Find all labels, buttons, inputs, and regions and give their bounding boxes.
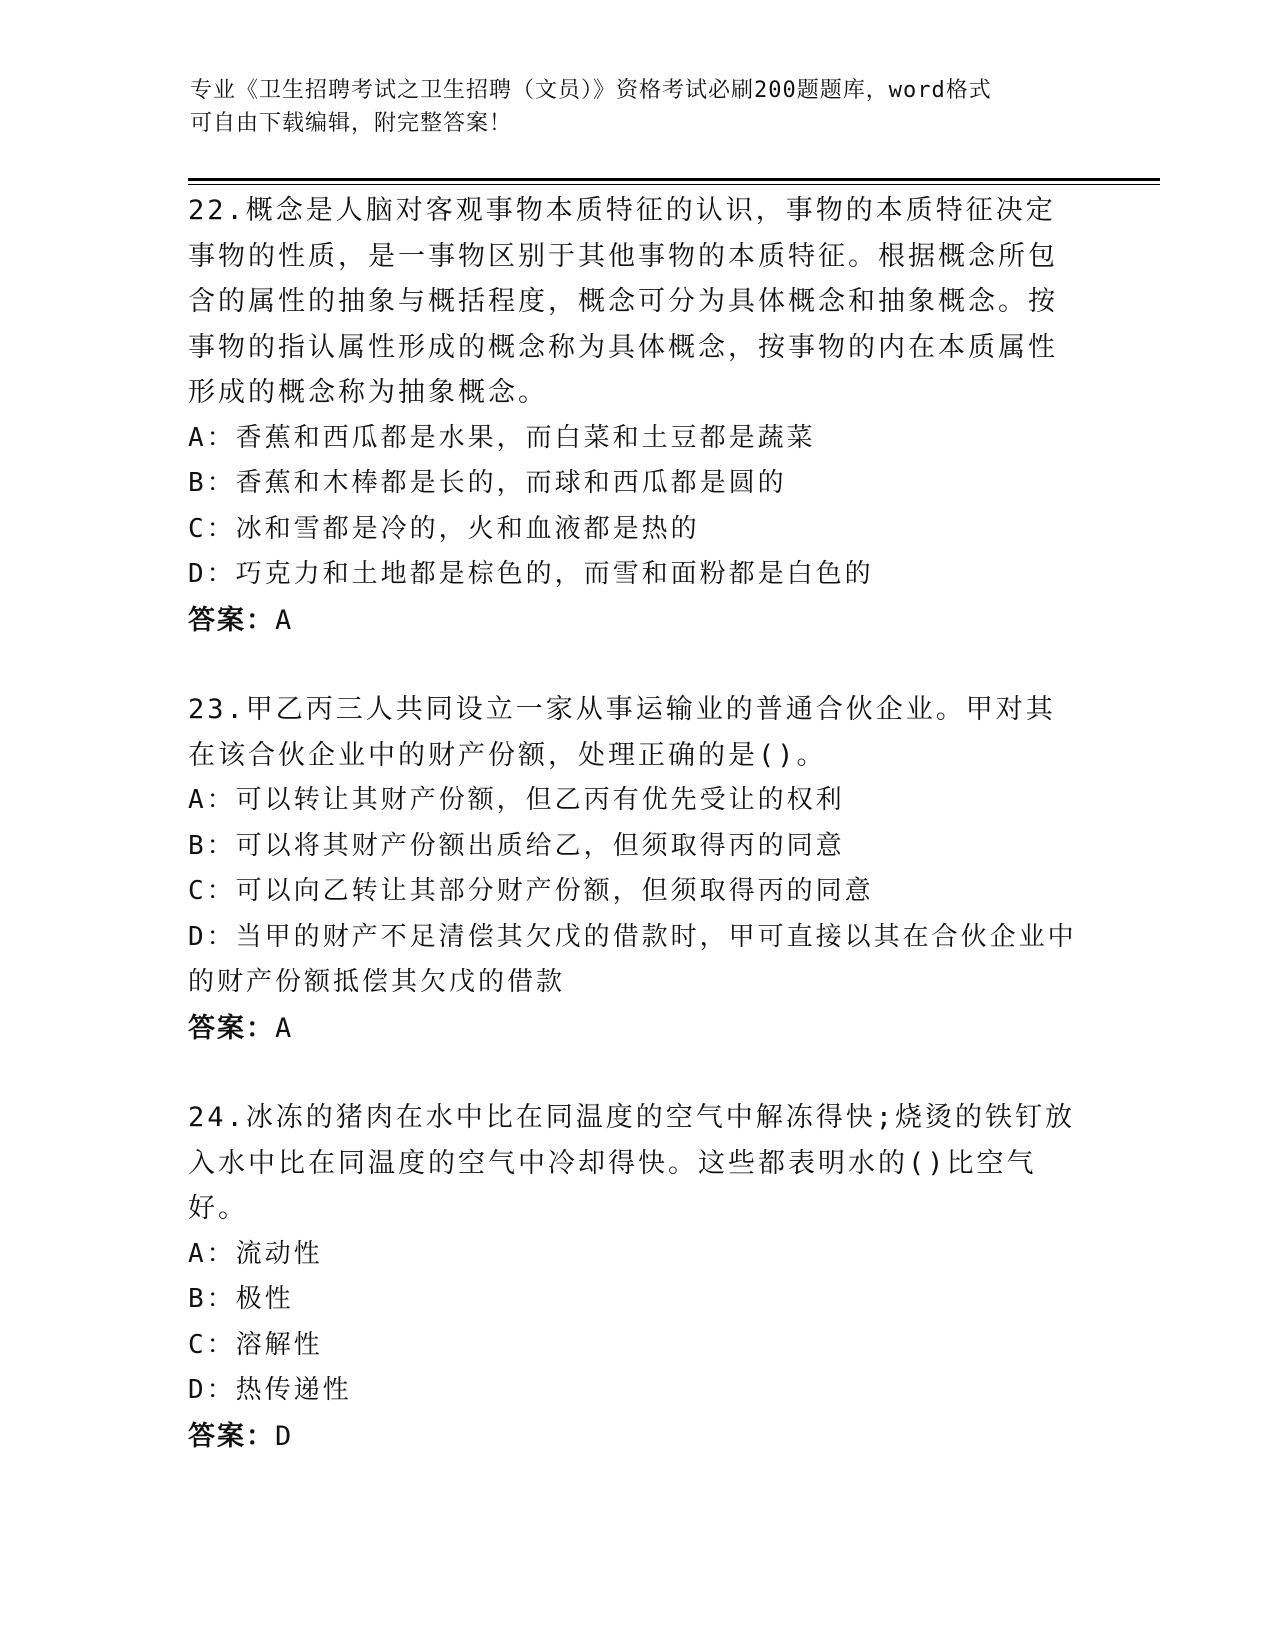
answer-line [188, 1414, 1078, 1460]
question-list [188, 188, 1078, 1503]
option-d: D：当甲的财产不足清偿其欠戊的借款时，甲可直接以其在合伙企业中的财产份额抵偿其欠戊的借款 [188, 921, 1077, 997]
question-text: 22.概念是人脑对客观事物本质特征的认识，事物的本质特征决定事物的性质，是一事物区别于其他事物的本质特征。根据概念所包含的属性的抽象与概括程度，概念可分为具体概念和抽象概念。按事物的指认属性形成的概念称为具体概念，按事物的内在本质属性形成的概念称为抽象概念。 [188, 195, 1058, 408]
header-line-1: 专业《卫生招聘考试之卫生招聘（文员）》资格考试必刷200题题库，word格式 [190, 78, 992, 103]
option-list [188, 1232, 1078, 1414]
option-c: C：溶解性 [188, 1329, 323, 1360]
answer-value: D [275, 1420, 294, 1452]
option-d: D：热传递性 [188, 1375, 352, 1405]
option-b: B：极性 [188, 1284, 294, 1314]
answer-line [188, 598, 1078, 644]
header-line-2: 可自由下载编辑，附完整答案！ [190, 111, 513, 136]
question-22 [188, 188, 1078, 643]
answer-label: 答案： [188, 604, 275, 636]
option-list [188, 778, 1078, 1006]
answer-value: A [275, 604, 294, 636]
option-list [188, 416, 1078, 598]
question-text: 23.甲乙丙三人共同设立一家从事运输业的普通合伙企业。甲对其在该合伙企业中的财产份额，处理正确的是()。 [188, 694, 1056, 771]
header-divider-thick [188, 178, 1160, 181]
document-header [190, 74, 1080, 140]
question-24 [188, 1095, 1078, 1459]
option-a: A：流动性 [188, 1238, 323, 1269]
option-c: C：可以向乙转让其部分财产份额，但须取得丙的同意 [188, 876, 874, 906]
answer-label: 答案： [188, 1012, 275, 1044]
answer-line [188, 1006, 1078, 1052]
answer-value: A [275, 1012, 294, 1044]
header-divider-thin [188, 184, 1160, 185]
option-c: C：冰和雪都是冷的，火和血液都是热的 [188, 513, 700, 544]
option-d: D：巧克力和土地都是棕色的，而雪和面粉都是白色的 [188, 559, 874, 589]
option-a: A：香蕉和西瓜都是水果，而白菜和土豆都是蔬菜 [188, 422, 816, 453]
option-b: B：可以将其财产份额出质给乙，但须取得丙的同意 [188, 830, 845, 861]
question-text: 24.冰冻的猪肉在水中比在同温度的空气中解冻得快;烧烫的铁钉放入水中比在同温度的空气中冷却得快。这些都表明水的()比空气好。 [188, 1102, 1076, 1224]
answer-label: 答案： [188, 1420, 275, 1452]
option-b: B：香蕉和木棒都是长的，而球和西瓜都是圆的 [188, 468, 787, 498]
question-23 [188, 687, 1078, 1051]
option-a: A：可以转让其财产份额，但乙丙有优先受让的权利 [188, 785, 845, 815]
